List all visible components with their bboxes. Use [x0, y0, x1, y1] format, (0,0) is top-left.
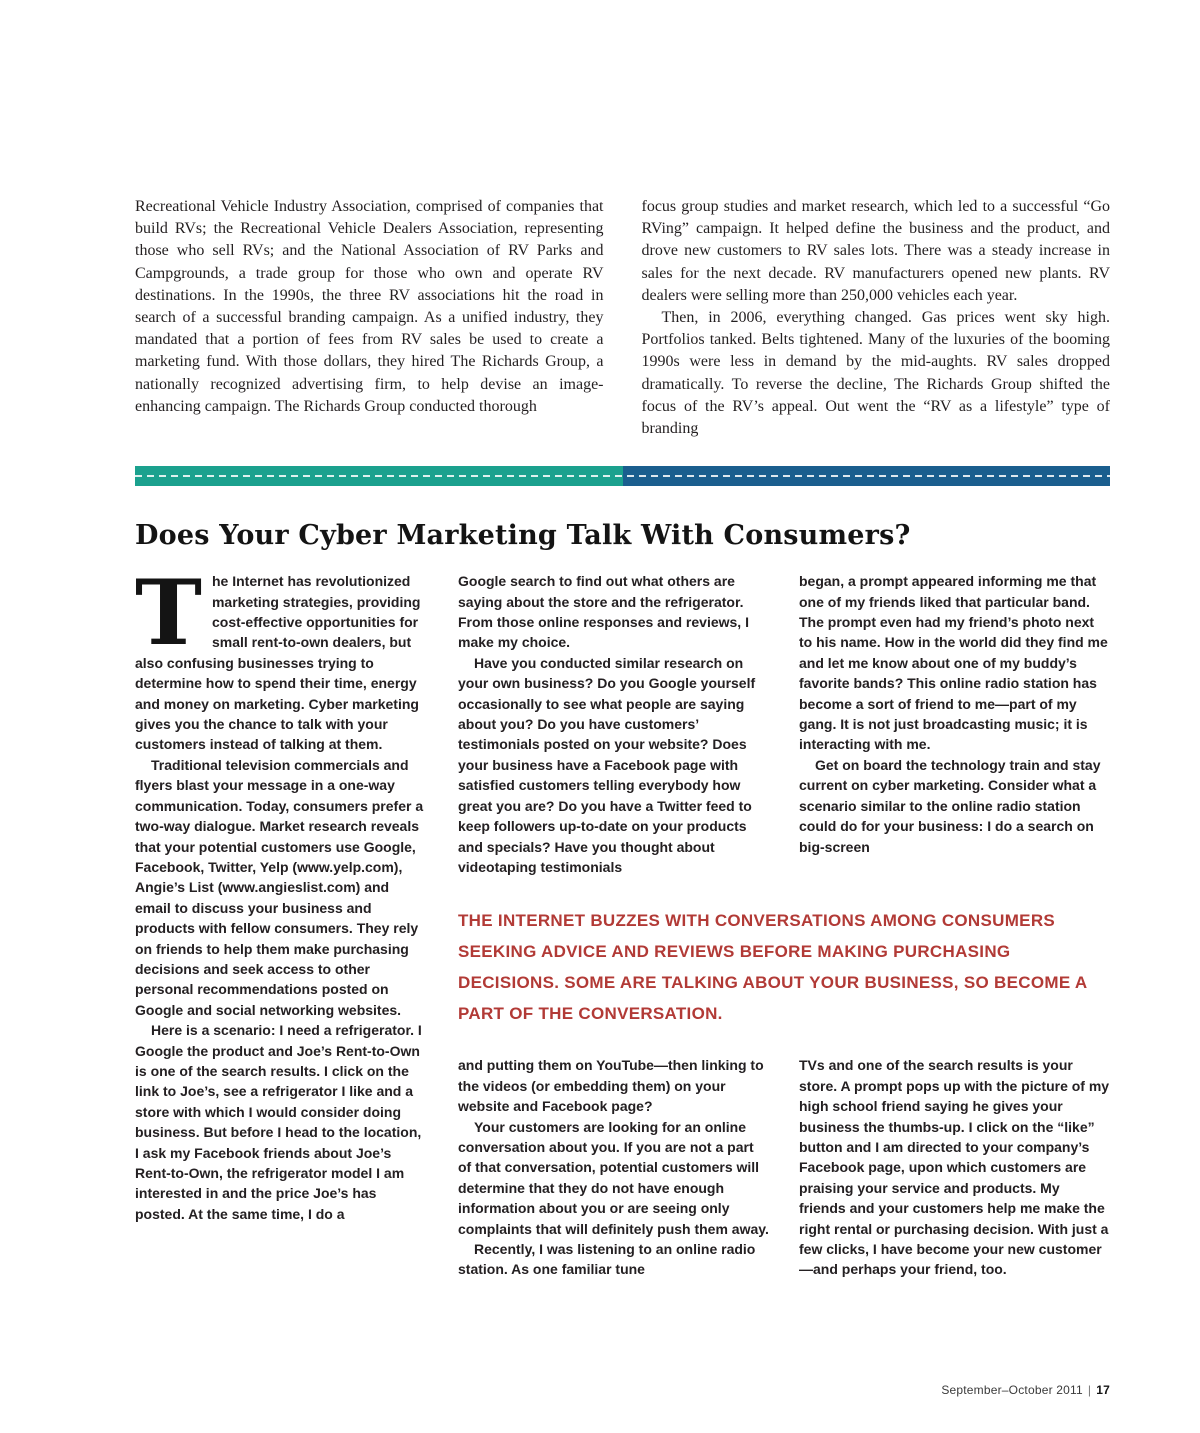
paragraph: Your customers are looking for an online conversation about you. If you are not a part of that conversation, potential customers will determine that they do not have enough information about you or are seeing only complaints that will definitely push them away. [458, 1118, 769, 1237]
drop-cap: T [135, 560, 202, 667]
dashed-divider-line [135, 475, 1110, 477]
feature-column-2-top [458, 571, 769, 877]
paragraph: Traditional television commercials and flyers blast your message in a one-way communication. Today, consumers prefer a two-way dialogue. Market research reveals that your potential customers use Google, Facebook, Twitter, Yelp (www.yelp.com), Angie’s List (www.angieslist.com) and email to discuss your business and products with fellow consumers. They rely on friends to help them make purchasing decisions and seek access to other personal recommendations posted on Google and social networking websites. [135, 756, 424, 1018]
feature-upper-row [458, 571, 1110, 877]
feature-right-area [458, 571, 1110, 1280]
paragraph-text: he Internet has revolutionized marketing strategies, providing cost-effective opportunities for small rent-to-own dealers, but also confusing businesses trying to determine how to spend their time, energy and money on marketing. Cyber marketing gives you the chance to talk with your customers instead of talking at them. [135, 573, 421, 753]
top-article [135, 196, 1110, 440]
paragraph: Then, in 2006, everything changed. Gas prices went sky high. Portfolios tanked. Belts tightened. Many of the luxuries of the booming 1990s were less in demand by the mid-aughts. RV sales dropped dramatically. To reverse the decline, The Richards Group shifted the focus of the RV’s appeal. Out went the “RV as a lifestyle” type of branding [641, 309, 1110, 438]
paragraph: Get on board the technology train and stay current on cyber marketing. Consider what a scenario similar to the online radio station could do for your business: I do a search on big-screen [799, 756, 1101, 855]
paragraph: focus group studies and market research, which led to a successful “Go RVing” campaign. It helped define the business and the product, and drove new customers to RV sales lots. There was a steady increase in sales for the next decade. RV manufacturers opened new plants. RV dealers were selling more than 250,000 vehicles each year. [641, 198, 1110, 304]
feature-column-1 [135, 560, 428, 1280]
feature-headline: Does Your Cyber Marketing Talk With Consumers? [135, 520, 911, 552]
pull-quote: THE INTERNET BUZZES WITH CONVERSATIONS AMONG CONSUMERS SEEKING ADVICE AND REVIEWS BEFORE MAKING PURCHASING DECISIONS. SOME ARE TALKING ABOUT YOUR BUSINESS, SO BECOME A PART OF THE CONVERSATION. [458, 911, 1087, 1024]
feature-column-2-bottom [458, 1055, 769, 1279]
footer-separator: | [1087, 1383, 1092, 1397]
feature-column-3-bottom [799, 1055, 1110, 1279]
feature-body [135, 560, 1110, 1280]
footer-page-number: 17 [1096, 1383, 1110, 1397]
footer-issue-date: September–October 2011 [941, 1383, 1083, 1397]
paragraph: and putting them on YouTube—then linking to the videos (or embedding them) on your website and Facebook page? [458, 1057, 764, 1115]
paragraph: Google search to find out what others are saying about the store and the refrigerator. From those online responses and reviews, I make my choice. [458, 573, 749, 651]
section-divider-bar [135, 466, 1110, 486]
paragraph: began, a prompt appeared informing me that one of my friends liked that particular band. The prompt even had my friend’s photo next to his name. How in the world did they find me and let me know about one of my buddy’s favorite bands? This online radio station has become a sort of friend to me—part of my gang. It is not just broadcasting music; it is interacting with me. [799, 573, 1108, 753]
paragraph: TVs and one of the search results is your store. A prompt pops up with the picture of my high school friend saying he gives your business the thumbs-up. I click on the “like” button and I am directed to your company’s Facebook page, upon which customers are praising your service and products. My friends and your customers help me make the right rental or purchasing decision. With just a few clicks, I have become your new customer—and perhaps your friend, too. [799, 1057, 1110, 1278]
feature-opening-paragraph [135, 560, 428, 755]
paragraph: Recreational Vehicle Industry Association, comprised of companies that build RVs; the Recreational Vehicle Dealers Association, representing those who sell RVs; and the National Association of RV Parks and Campgrounds, a trade group for those who own and operate RV destinations. In the 1990s, the three RV associations hit the road in search of a successful branding campaign. As a unified industry, they mandated that a portion of fees from RV sales be used to create a marketing fund. With those dollars, they hired The Richards Group, a nationally recognized advertising firm, to help devise an image-enhancing campaign. The Richards Group conducted thorough [135, 198, 604, 415]
feature-column-3-top [799, 571, 1110, 877]
paragraph: Here is a scenario: I need a refrigerator. I Google the product and Joe’s Rent-to-Own is one of the search results. I click on the link to Joe’s, see a refrigerator I like and a store with which I would consider doing business. But before I head to the location, I ask my Facebook friends about Joe’s Rent-to-Own, the refrigerator model I am interested in and the price Joe’s has posted. At the same time, I do a [135, 1022, 422, 1222]
paragraph: Have you conducted similar research on your own business? Do you Google yourself occasionally to see what people are saying about you? Do you have customers’ testimonials posted on your website? Does your business have a Facebook page with satisfied customers telling everybody how great you are? Do you have a Twitter feed to keep followers up-to-date on your products and specials? Have you thought about videotaping testimonials [458, 654, 756, 875]
top-article-left-column [135, 196, 604, 440]
top-article-right-column [642, 196, 1111, 440]
feature-lower-row [458, 1055, 1110, 1279]
page-footer [941, 1383, 1110, 1397]
page-content [135, 196, 1110, 1280]
paragraph: Recently, I was listening to an online radio station. As one familiar tune [458, 1240, 756, 1278]
